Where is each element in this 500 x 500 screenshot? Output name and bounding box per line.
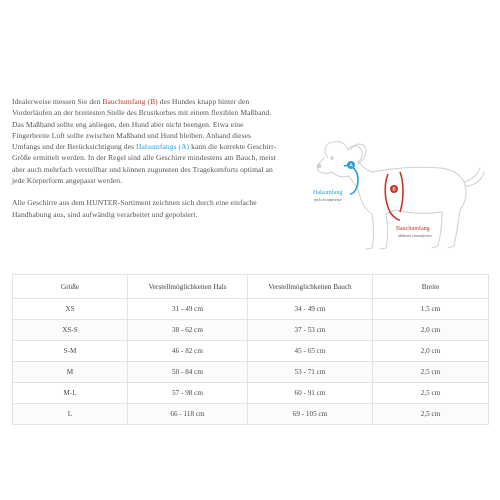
belly-range-cell: 60 - 91 cm [248, 383, 373, 404]
belly-measurement-band-back [400, 172, 403, 212]
neck-range-cell: 31 - 49 cm [128, 299, 248, 320]
column-header-belly-adjustment: Verstellmöglichkeiten Bauch [248, 275, 373, 299]
intro-text-1: Idealerweise messen Sie den [12, 97, 103, 106]
neck-range-cell: 57 - 98 cm [128, 383, 248, 404]
size-cell: XS-S [13, 320, 128, 341]
width-cell: 2,0 cm [373, 341, 489, 362]
width-cell: 2,5 cm [373, 404, 489, 425]
belly-range-cell: 37 - 53 cm [248, 320, 373, 341]
belly-range-cell: 34 - 49 cm [248, 299, 373, 320]
neck-range-cell: 50 - 84 cm [128, 362, 248, 383]
size-cell: XS [13, 299, 128, 320]
neck-circumference-highlight: Halsumfangs (A) [135, 142, 190, 152]
table-row [13, 299, 489, 320]
dog-measurement-illustration [300, 128, 490, 258]
width-cell: 2,5 cm [373, 362, 489, 383]
column-header-size: Größe [13, 275, 128, 299]
table-row [13, 320, 489, 341]
size-cell: S-M [13, 341, 128, 362]
column-header-width: Breite [373, 275, 489, 299]
width-cell: 2,5 cm [373, 383, 489, 404]
belly-range-cell: 53 - 71 cm [248, 362, 373, 383]
size-cell: L [13, 404, 128, 425]
belly-circumference-sublabel: abdomen circumference [398, 234, 433, 238]
measurement-instructions [12, 96, 277, 220]
harness-size-table [12, 274, 489, 425]
intro-text-3: kann die korrekte Geschirr-Größe ermittelt werden. In der Regel sind alle Geschirre mindestens am Bauch, meist aber auch mehrfach verstellbar und können zugunsten des Tragekomforts optimal an jede Körperform angepasst werden. [12, 142, 277, 186]
neck-circumference-label: Halsumfang [313, 190, 343, 196]
belly-range-cell: 45 - 65 cm [248, 341, 373, 362]
belly-range-cell: 69 - 105 cm [248, 404, 373, 425]
neck-circumference-sublabel: neck circumference [314, 198, 342, 202]
neck-range-cell: 66 - 118 cm [128, 404, 248, 425]
table-row [13, 362, 489, 383]
instructions-paragraph-2: Alle Geschirre aus dem HUNTER-Sortiment zeichnen sich durch eine einfache Handhabung aus, sind aufwändig verarbeitet und gepolstert. [12, 198, 257, 219]
belly-marker-letter: B [392, 187, 396, 193]
width-cell: 1.5 cm [373, 299, 489, 320]
table-row [13, 341, 489, 362]
size-cell: M-L [13, 383, 128, 404]
belly-circumference-highlight: Bauchumfang (B) [102, 97, 158, 106]
neck-range-cell: 38 - 62 cm [128, 320, 248, 341]
column-header-neck-adjustment: Verstellmöglichkeiten Hals [128, 275, 248, 299]
belly-circumference-label: Bauchumfang [396, 226, 430, 232]
table-header-row [13, 275, 489, 299]
size-cell: M [13, 362, 128, 383]
instructions-paragraph-1 [12, 96, 277, 186]
width-cell: 2,0 cm [373, 320, 489, 341]
table-row [13, 383, 489, 404]
neck-range-cell: 46 - 82 cm [128, 341, 248, 362]
neck-marker-letter: A [349, 163, 353, 169]
intro-text-2: des Hundes knapp hinter den Vorderläufen an der breitesten Stelle des Brustkorbes mit einem flexiblen Maßband. Das Maßband sollte eng anliegen, den Hund aber nicht beengen. Etwa eine Fingerbreite Luft sollte zwischen Maßband und Hund bleiben. Anhand dieses Umfangs und der Berücksichtigung des [12, 97, 272, 152]
table-row [13, 404, 489, 425]
